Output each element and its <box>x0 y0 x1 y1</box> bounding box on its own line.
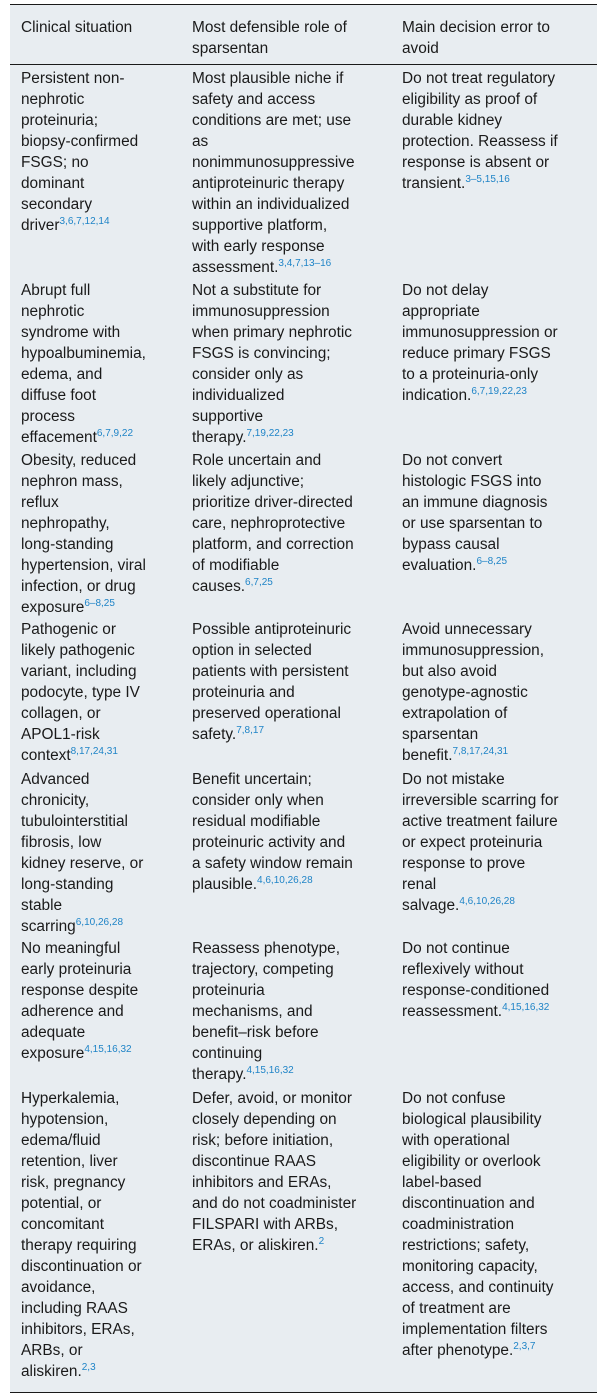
error-cell: Do not continue reflexively without response-conditioned reassessment.$^{4,15,16,32}$ <box>402 940 550 1020</box>
role-cell: Defer, avoid, or monitor closely depending on risk; before initiation, discontinue RAAS inhibitors and ERAs, and do not coadminister FILSPARI with ARBs, ERAs, or aliskiren.$^2$ <box>192 1090 357 1254</box>
error-cell: Do not convert histologic FSGS into an immune diagnosis or use sparsentan to bypass causal evaluation.$^{6-8,25}$ <box>402 452 548 574</box>
citation-ref[interactable]: 2,3 <box>81 1362 96 1373</box>
situation-cell: Persistent non- nephrotic proteinuria; biopsy-confirmed FSGS; no dominant secondary driver$^{3,6,7,12,14}$ <box>21 70 139 234</box>
situation-cell: Pathogenic or likely pathogenic variant, including podocyte, type IV collagen, or APOL1-risk context$^{8,17,24,31}$ <box>21 621 140 764</box>
situation-cell: Hyperkalemia, hypotension, edema/fluid retention, liver risk, pregnancy potential, or concomitant therapy requiring discontinuation or avoidance, including RAAS inhibitors, ERAs, ARBs, or aliskiren.$^{2,3}$ <box>21 1090 142 1380</box>
citation-ref[interactable]: 6,10,26,28 <box>75 917 124 928</box>
evidence-table <box>10 4 597 1393</box>
citation-ref[interactable]: 6,7,19,22,23 <box>471 386 527 397</box>
header-role-of-sparsentan: Most defensible role of sparsentan <box>192 19 347 57</box>
citation-ref[interactable]: 6–8,25 <box>84 598 115 609</box>
citation-ref[interactable]: 6,7,25 <box>245 577 273 588</box>
citation-ref[interactable]: 4,6,10,26,28 <box>459 896 515 907</box>
header-clinical-situation: Clinical situation <box>21 19 133 36</box>
role-cell: Not a substitute for immunosuppression when primary nephrotic FSGS is convincing; consider only as individualized supportive therapy.$^{7,19,22,23}$ <box>192 282 352 446</box>
citation-ref[interactable]: 4,15,16,32 <box>84 1044 132 1055</box>
situation-cell: Abrupt full nephrotic syndrome with hypoalbuminemia, edema, and diffuse foot process effacement$^{6,7,9,22}$ <box>21 282 146 446</box>
situation-cell: Advanced chronicity, tubulointerstitial fibrosis, low kidney reserve, or long-standing stable scarring$^{6,10,26,28}$ <box>21 771 144 935</box>
situation-cell: Obesity, reduced nephron mass, reflux nephropathy, long-standing hypertension, viral infection, or drug exposure$^{6-8,25}$ <box>21 452 146 616</box>
citation-ref[interactable]: 2 <box>318 1236 325 1247</box>
header-decision-error: Main decision error to avoid <box>402 19 550 57</box>
citation-ref[interactable]: 3–5,15,16 <box>465 174 510 185</box>
error-cell: Do not mistake irreversible scarring for active treatment failure or expect proteinuria response to prove renal salvage.$^{4,6,10,26,28}$ <box>402 771 559 914</box>
citation-ref[interactable]: 3,6,7,12,14 <box>59 216 110 227</box>
citation-ref[interactable]: 7,19,22,23 <box>246 428 294 439</box>
citation-ref[interactable]: 4,15,16,32 <box>246 1065 294 1076</box>
role-cell: Role uncertain and likely adjunctive; prioritize driver-directed care, nephroprotective platform, and correction of modifiable causes.$^{6,7,25}$ <box>192 452 354 595</box>
citation-ref[interactable]: 6–8,25 <box>476 556 508 567</box>
citation-ref[interactable]: 2,3,7 <box>513 1341 536 1352</box>
citation-ref[interactable]: 7,8,17 <box>236 725 265 736</box>
error-cell: Do not confuse biological plausibility with operational eligibility or overlook label-based discontinuation and coadministration restrictions; safety, monitoring capacity, access, and continuity of treatment are implementation filters after phenotype.$^{2,3,7}$ <box>402 1090 554 1359</box>
error-cell: Avoid unnecessary immunosuppression, but also avoid genotype-agnostic extrapolation of sparsentan benefit.$^{7,8,17,24,31}$ <box>402 621 545 764</box>
situation-cell: No meaningful early proteinuria response despite adherence and adequate exposure$^{4,15,16,32}$ <box>21 940 139 1062</box>
role-cell: Possible antiproteinuric option in selected patients with persistent proteinuria and preserved operational safety.$^{7,8,17}$ <box>192 621 352 743</box>
citation-ref[interactable]: 3,4,7,13–16 <box>278 258 332 269</box>
citation-ref[interactable]: 7,8,17,24,31 <box>452 746 509 757</box>
role-cell: Most plausible niche if safety and access conditions are met; use as nonimmunosuppressive antiproteinuric therapy within an individualized supportive platform, with early response assessment.$^{3,4,7,13-16}$ <box>192 70 355 276</box>
error-cell: Do not treat regulatory eligibility as proof of durable kidney protection. Reassess if response is absent or transient.$^{3-5,15,16}$ <box>402 70 558 192</box>
error-cell: Do not delay appropriate immunosuppression or reduce primary FSGS to a proteinuria-only indication.$^{6,7,19,22,23}$ <box>402 282 558 404</box>
table-header <box>10 5 597 65</box>
citation-ref[interactable]: 4,15,16,32 <box>502 1002 550 1013</box>
role-cell: Reassess phenotype, trajectory, competing proteinuria mechanisms, and benefit–risk before continuing therapy.$^{4,15,16,32}$ <box>192 940 341 1083</box>
citation-ref[interactable]: 6,7,9,22 <box>96 428 134 439</box>
citation-ref[interactable]: 8,17,24,31 <box>70 746 118 757</box>
role-cell: Benefit uncertain; consider only when residual modifiable proteinuric activity and a safety window remain plausible.$^{4,6,10,26,28}$ <box>192 771 353 893</box>
citation-ref[interactable]: 4,6,10,26,28 <box>257 875 313 886</box>
